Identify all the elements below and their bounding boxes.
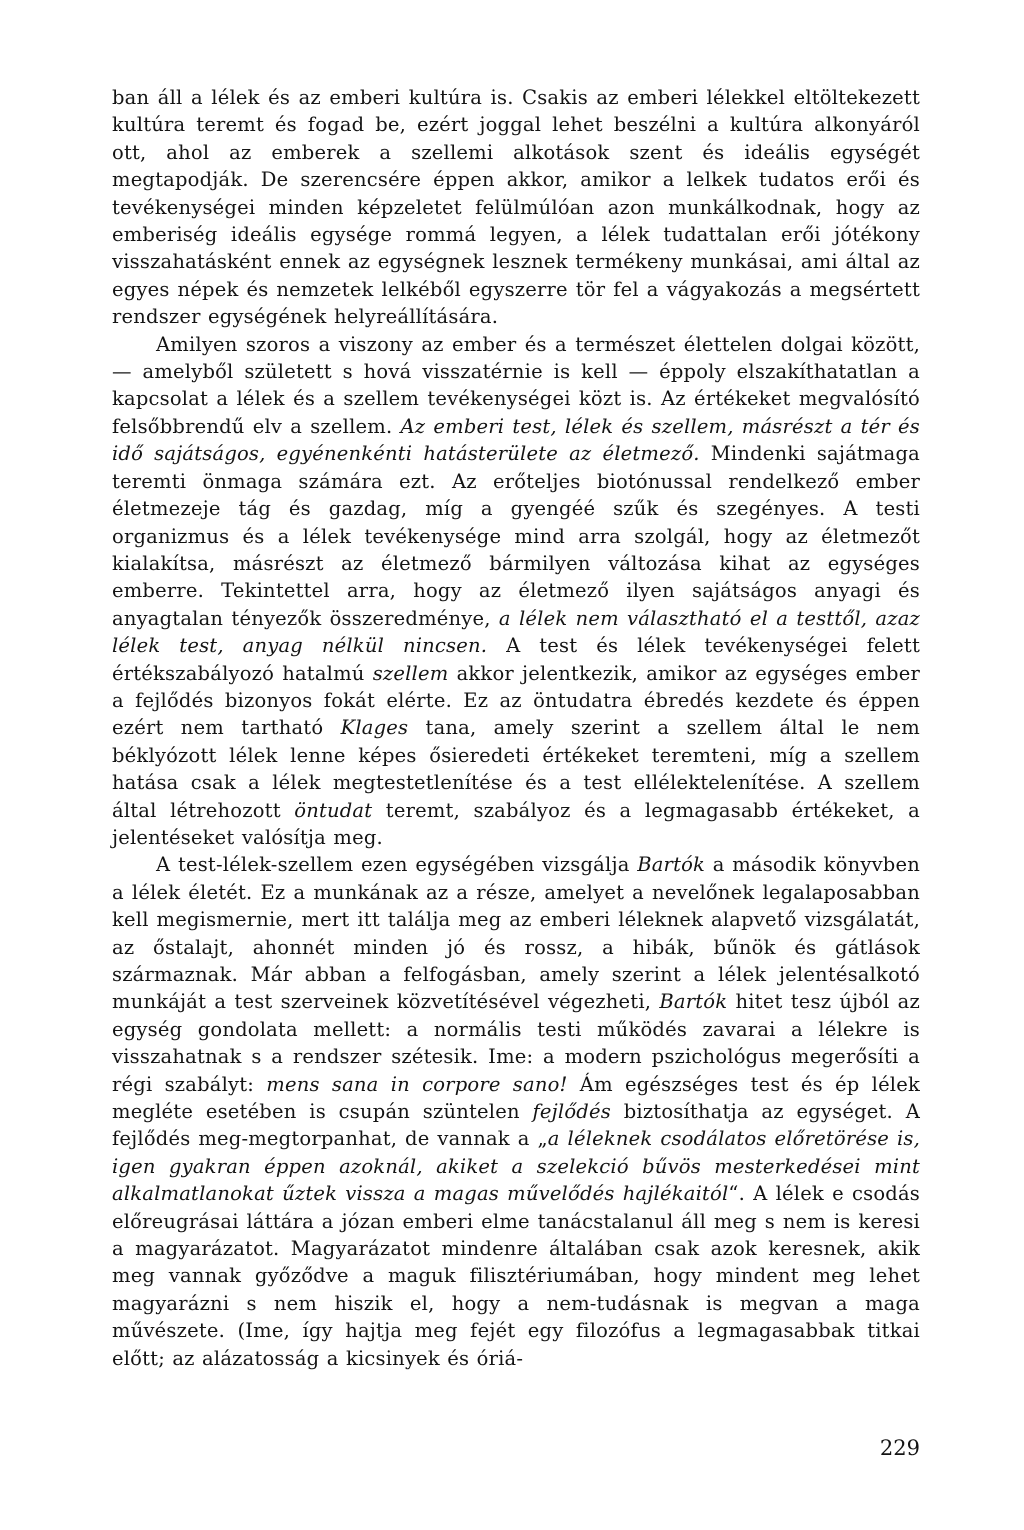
paragraph xyxy=(112,331,920,852)
page-text-body xyxy=(112,84,920,1372)
text-segment: akkor jelentkezik, amikor az egységes ember a fejlődés bizonyos fokát elérte. Ez az öntudatra ébredés kezdete és éppen ezért nem tartható xyxy=(112,661,920,740)
italic-text-segment: öntudat xyxy=(294,798,373,822)
italic-text-segment: a léleknek csodálatos előretörése is, igen gyakran éppen azoknál, akiket a szelekció bűvös mesterkedései mint alkalmatlanokat űztek vissza a magas művelődés hajlékaitól xyxy=(112,1127,921,1206)
text-segment: biztosíthatja az egységet. A fejlődés meg-megtorpanhat, de vannak a „ xyxy=(112,1100,920,1151)
italic-text-segment: fejlődés xyxy=(532,1100,611,1124)
text-segment: Amilyen szoros a viszony az ember és a természet élettelen dolgai között, — amelyből született s hová visszatérnie is kell — éppoly elszakíthatatlan a kapcsolat a lélek és a szellem tevékenységei közt is. Az értékeket megvalósító felsőbbrendű elv a szellem. xyxy=(112,332,920,438)
italic-text-segment: Klages xyxy=(340,716,409,740)
text-segment: tana, amely szerint a szellem által le nem béklyózott lélek lenne képes ősieredeti értékeket teremteni, míg a szellem hatása csak a lélek megtestetlenítése és a test ellélektelenítése. A szellem által létrehozott xyxy=(112,716,920,822)
text-segment: Mindenki sajátmaga teremti önmaga számára ezt. Az erőteljes biotónussal rendelkező ember életmezeje tág és gazdag, míg a gyengéé szűk és szegényes. A testi organizmus és a lélek tevékenysége mind arra szolgál, hogy az életmezőt kialakítsa, másrészt az életmező bármilyen változása kihat az egységes emberre. Tekintettel arra, hogy az életmező ilyen sajátságos anyagi és anyagtalan tényezők összeredménye, xyxy=(112,442,920,630)
italic-text-segment: Bartók xyxy=(637,853,706,877)
text-segment: ban áll a lélek és az emberi kultúra is. Csakis az emberi lélekkel eltöltekezett kultúra teremt és fogad be, ezért joggal lehet beszélni a kultúra alkonyáról ott, ahol az emberek a szellemi alkotások szent és ideális egységét megtapodják. De szerencsére éppen akkor, amikor a lelkek tudatos erői és tevékenységei minden képzeletet felülmúlóan azon munkálkodnak, hogy az emberiség ideális egysége rommá legyen, a lélek tudattalan erői jótékony visszahatásként ennek az egységnek lesznek termékeny munkásai, ami által az egyes népek és nemzetek lelkéből egyszerre tör fel a vágyakozás a megsértett rendszer egységének helyreállítására. xyxy=(112,86,920,329)
paragraph xyxy=(112,84,920,331)
text-segment: A test-lélek-szellem ezen egységében vizsgálja xyxy=(156,853,638,877)
text-segment: A test és lélek tevékenységei felett értékszabályozó hatalmú xyxy=(112,634,920,685)
text-segment: Ám egészséges test és ép lélek megléte esetében is csupán szüntelen xyxy=(112,1072,920,1124)
italic-text-segment: a lélek nem választható el a testtől, azaz lélek test, anyag nélkül nincsen. xyxy=(112,606,920,658)
paragraph xyxy=(112,851,920,1372)
page-number: 229 xyxy=(879,1436,920,1460)
italic-text-segment: mens sana in corpore sano! xyxy=(266,1072,568,1096)
text-segment: hitet tesz újból az egység gondolata mellett: a normális testi működés zavarai a lélekre is visszahatnak s a rendszer szétesik. Ime: a modern pszichológus megerősíti a régi szabályt: xyxy=(112,990,920,1096)
italic-text-segment: Az emberi test, lélek és szellem, másrészt a tér és idő sajátságos, egyénenkénti hatásterülete az életmező. xyxy=(112,414,920,466)
text-segment: a második könyvben a lélek életét. Ez a munkának az a része, amelyet a nevelőnek legalaposabban kell megismernie, mert itt találja meg az emberi léleknek alapvető vizsgálatát, az őstalajt, ahonnét minden jó és rossz, a hibák, bűnök és gátlások származnak. Már abban a felfogásban, amely szerint a lélek jelentésalkotó munkáját a test szerveinek közvetítésével végezheti, xyxy=(112,853,920,1014)
italic-text-segment: Bartók xyxy=(659,990,728,1014)
text-segment: “. A lélek e csodás előreugrásai láttára a józan emberi elme tanácstalanul áll meg s nem is keresi a magyarázatot. Magyarázatot mindenre általában csak azok keresnek, akik meg vannak győződve a maguk filisztériumában, hogy mindent meg lehet magyarázni s nem hiszik el, hogy a nem-tudásnak is megvan a maga művészete. (Ime, így hajtja meg fejét egy filozófus a legmagasabbak titkai előtt; az alázatosság a kicsinyek és óriá- xyxy=(112,1182,920,1370)
text-segment: teremt, szabályoz és a legmagasabb értékeket, a jelentéseket valósítja meg. xyxy=(112,798,920,849)
italic-text-segment: szellem xyxy=(372,661,449,685)
